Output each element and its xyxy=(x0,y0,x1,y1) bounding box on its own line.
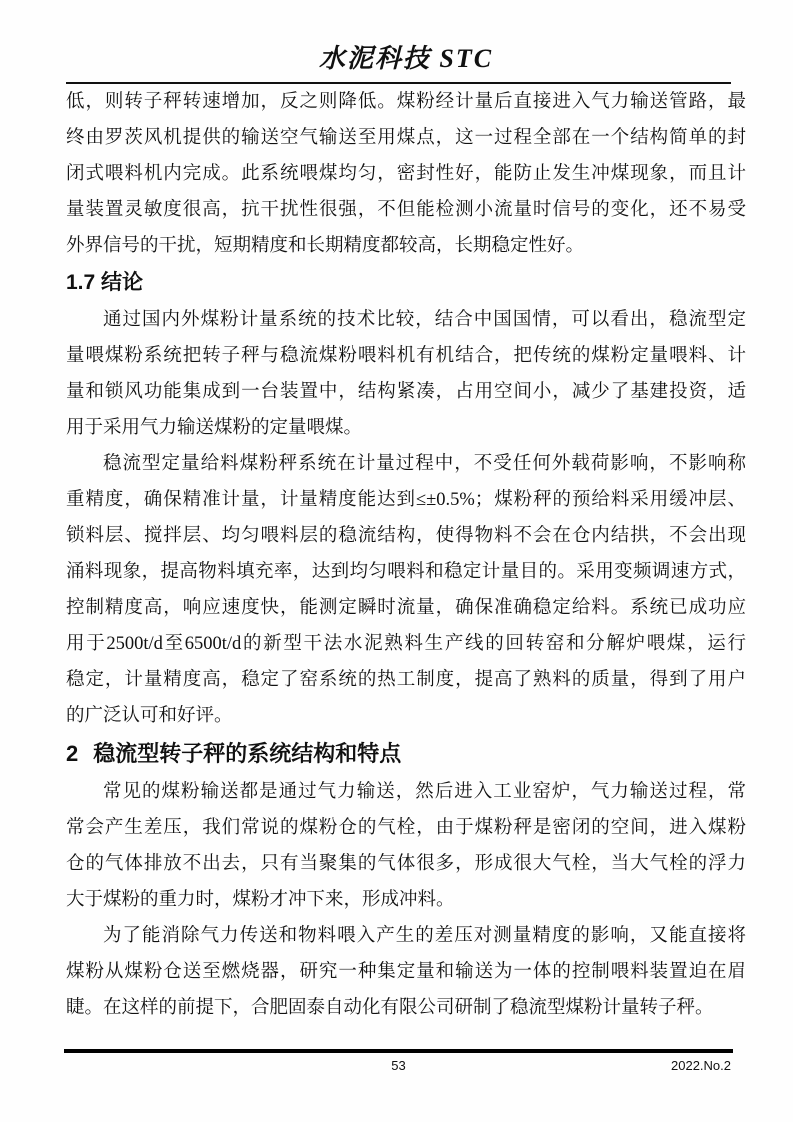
paragraph-conclusion-2 xyxy=(66,446,746,734)
text-line: 涌料现象，提高物料填充率，达到均匀喂料和稳定计量目的。采用变频调速方式， xyxy=(66,562,746,582)
text-line: 闭式喂料机内完成。此系统喂煤均匀，密封性好，能防止发生冲煤现象，而且计 xyxy=(66,164,746,184)
text-line: 锁料层、搅拌层、均匀喂料层的稳流结构，使得物料不会在仓内结拱，不会出现 xyxy=(66,526,746,546)
paragraph-section2-1 xyxy=(66,774,746,918)
text-line: 稳流型定量给料煤粉秤系统在计量过程中，不受任何外载荷影响，不影响称 xyxy=(103,454,746,474)
text-line: 量装置灵敏度很高，抗干扰性很强，不但能检测小流量时信号的变化，还不易受 xyxy=(66,200,746,220)
page-number: 53 xyxy=(391,1058,406,1073)
text-line: 为了能消除气力传送和物料喂入产生的差压对测量精度的影响，又能直接将 xyxy=(103,926,746,946)
text-line: 的广泛认可和好评。 xyxy=(66,706,233,726)
heading-section-2 xyxy=(66,734,746,774)
text-line: 常见的煤粉输送都是通过气力输送，然后进入工业窑炉，气力输送过程，常 xyxy=(103,782,746,802)
text-line: 量和锁风功能集成到一台装置中，结构紧凑，占用空间小，减少了基建投资，适 xyxy=(66,382,746,402)
text-line: 控制精度高，响应速度快，能测定瞬时流量，确保准确稳定给料。系统已成功应 xyxy=(66,598,746,618)
document-body xyxy=(66,84,746,1026)
footer-rule xyxy=(64,1049,733,1053)
footer-row xyxy=(64,1057,733,1074)
heading-section-2-number: 2 xyxy=(66,741,79,766)
text-line: 重精度，确保精准计量，计量精度能达到≤±0.5%；煤粉秤的预给料采用缓冲层、 xyxy=(66,490,746,510)
text-line: 量喂煤粉系统把转子秤与稳流煤粉喂料机有机结合，把传统的煤粉定量喂料、计 xyxy=(66,346,746,366)
content-column xyxy=(66,0,746,1026)
text-line: 终由罗茨风机提供的输送空气输送至用煤点，这一过程全部在一个结构简单的封 xyxy=(66,128,746,148)
text-line: 用于采用气力输送煤粉的定量喂煤。 xyxy=(66,418,363,438)
text-line: 通过国内外煤粉计量系统的技术比较，结合中国国情，可以看出，稳流型定 xyxy=(103,310,746,330)
page-footer xyxy=(64,1049,733,1074)
issue-label: 2022.No.2 xyxy=(671,1058,731,1073)
text-line: 外界信号的干扰，短期精度和长期精度都较高，长期稳定性好。 xyxy=(66,236,585,256)
text-line: 稳定，计量精度高，稳定了窑系统的热工制度，提高了熟料的质量，得到了用户 xyxy=(66,670,746,690)
paragraph-continuation xyxy=(66,84,746,264)
heading-section-1-7: 1.7 结论 xyxy=(66,271,144,294)
text-line: 煤粉从煤粉仓送至燃烧器，研究一种集定量和输送为一体的控制喂料装置迫在眉 xyxy=(66,962,746,982)
text-line: 常会产生差压，我们常说的煤粉仓的气栓，由于煤粉秤是密闭的空间，进入煤粉 xyxy=(66,818,746,838)
paragraph-section2-2 xyxy=(66,918,746,1026)
text-line: 大于煤粉的重力时，煤粉才冲下来，形成冲料。 xyxy=(66,890,455,910)
heading-section-2-title: 稳流型转子秤的系统结构和特点 xyxy=(93,741,402,766)
text-line: 睫。在这样的前提下，合肥固泰自动化有限公司研制了稳流型煤粉计量转子秤。 xyxy=(66,998,714,1018)
text-line: 低，则转子秤转速增加，反之则降低。煤粉经计量后直接进入气力输送管路，最 xyxy=(66,92,746,112)
text-line: 仓的气体排放不出去，只有当聚集的气体很多，形成很大气栓，当大气栓的浮力 xyxy=(66,854,746,874)
journal-title: 水泥科技 STC xyxy=(318,44,494,73)
paragraph-conclusion-1 xyxy=(66,302,746,446)
text-line: 用于2500t/d至6500t/d的新型干法水泥熟料生产线的回转窑和分解炉喂煤，运行 xyxy=(66,634,746,654)
